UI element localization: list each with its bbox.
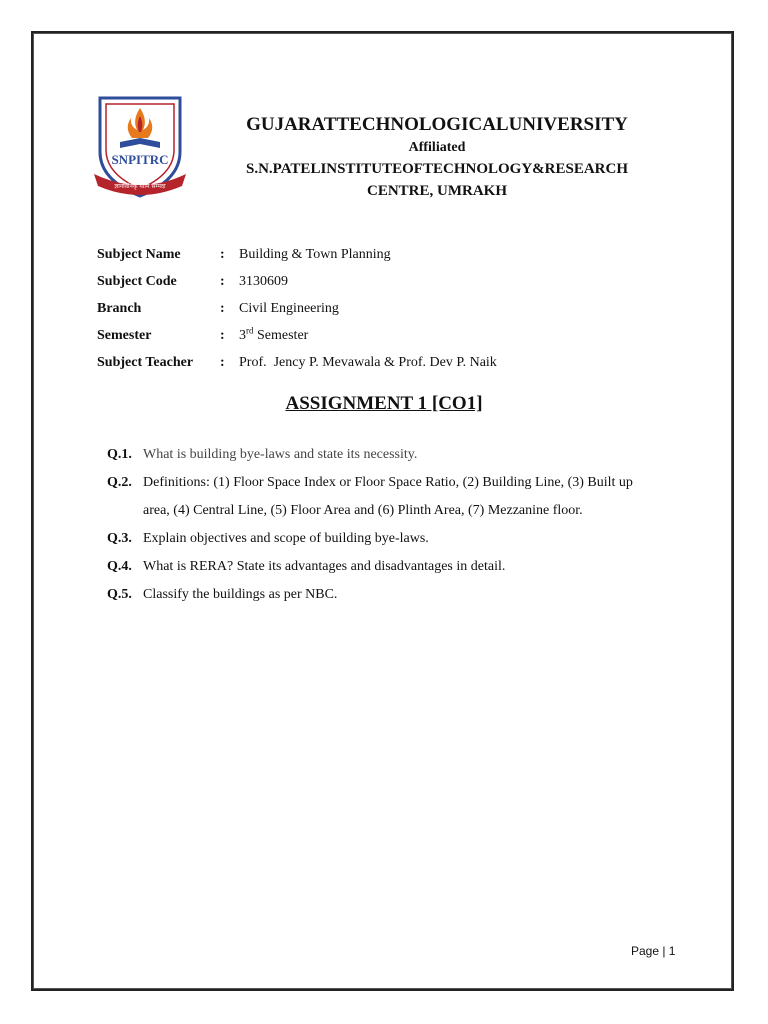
institute-logo (90, 92, 190, 200)
question-number: Q.2. (107, 475, 132, 490)
institute-name-line1: S.N.PATELINSTITUTEOFTECHNOLOGY&RESEARCH (245, 161, 629, 177)
detail-row-branch (97, 295, 497, 322)
detail-label: Subject Code (97, 273, 177, 289)
detail-separator: : (220, 354, 225, 370)
detail-separator: : (220, 300, 225, 316)
question-item (107, 441, 687, 469)
question-text (143, 469, 687, 525)
detail-label: Semester (97, 327, 152, 343)
question-number: Q.5. (107, 587, 132, 602)
question-number: Q.1. (107, 447, 132, 462)
detail-value: 3130609 (239, 273, 288, 289)
question-item (107, 553, 687, 581)
affiliated-label: Affiliated (408, 140, 466, 155)
detail-separator: : (220, 327, 225, 343)
question-item (107, 581, 687, 609)
detail-separator: : (220, 246, 225, 262)
semester-suffix: rd (246, 324, 254, 335)
detail-value (239, 324, 309, 344)
logo-text: SNPITRC (111, 152, 169, 167)
question-text-line: area, (4) Central Line, (5) Floor Area and (6) Plinth Area, (7) Mezzanine floor. (143, 503, 583, 518)
document-header (200, 112, 674, 202)
detail-label: Branch (97, 300, 142, 316)
detail-label: Subject Name (97, 246, 181, 262)
assignment-title: ASSIGNMENT 1 [CO1] (285, 393, 483, 414)
detail-label: Subject Teacher (97, 354, 194, 370)
question-text: Classify the buildings as per NBC. (143, 587, 338, 602)
institute-name-line2: CENTRE, UMRAKH (366, 183, 507, 199)
question-text: Explain objectives and scope of building bye-laws. (143, 531, 429, 546)
detail-value: Building & Town Planning (239, 246, 391, 262)
detail-value: Prof. Jency P. Mevawala & Prof. Dev P. Naik (239, 354, 497, 370)
subject-details (97, 241, 497, 376)
university-name: GUJARATTECHNOLOGICALUNIVERSITY (246, 114, 628, 135)
question-item (107, 469, 687, 525)
question-text: What is RERA? State its advantages and disadvantages in detail. (143, 559, 506, 574)
question-list (107, 441, 687, 609)
semester-word: Semester (253, 327, 309, 343)
question-item (107, 525, 687, 553)
page-number: Page | 1 (631, 944, 676, 958)
detail-row-subject-name (97, 241, 497, 268)
question-text-line: Definitions: (1) Floor Space Index or Floor Space Ratio, (2) Building Line, (3) Built up (143, 475, 633, 490)
semester-number: 3 (239, 327, 246, 343)
question-number: Q.3. (107, 531, 132, 546)
detail-separator: : (220, 273, 225, 289)
detail-value: Civil Engineering (239, 300, 339, 316)
detail-row-subject-code (97, 268, 497, 295)
logo-motto: ज्ञानविनिकृ यामि सम्पदा (114, 183, 166, 190)
detail-row-subject-teacher (97, 349, 497, 376)
question-number: Q.4. (107, 559, 132, 574)
detail-row-semester (97, 322, 497, 349)
question-text: What is building bye-laws and state its necessity. (143, 447, 418, 462)
